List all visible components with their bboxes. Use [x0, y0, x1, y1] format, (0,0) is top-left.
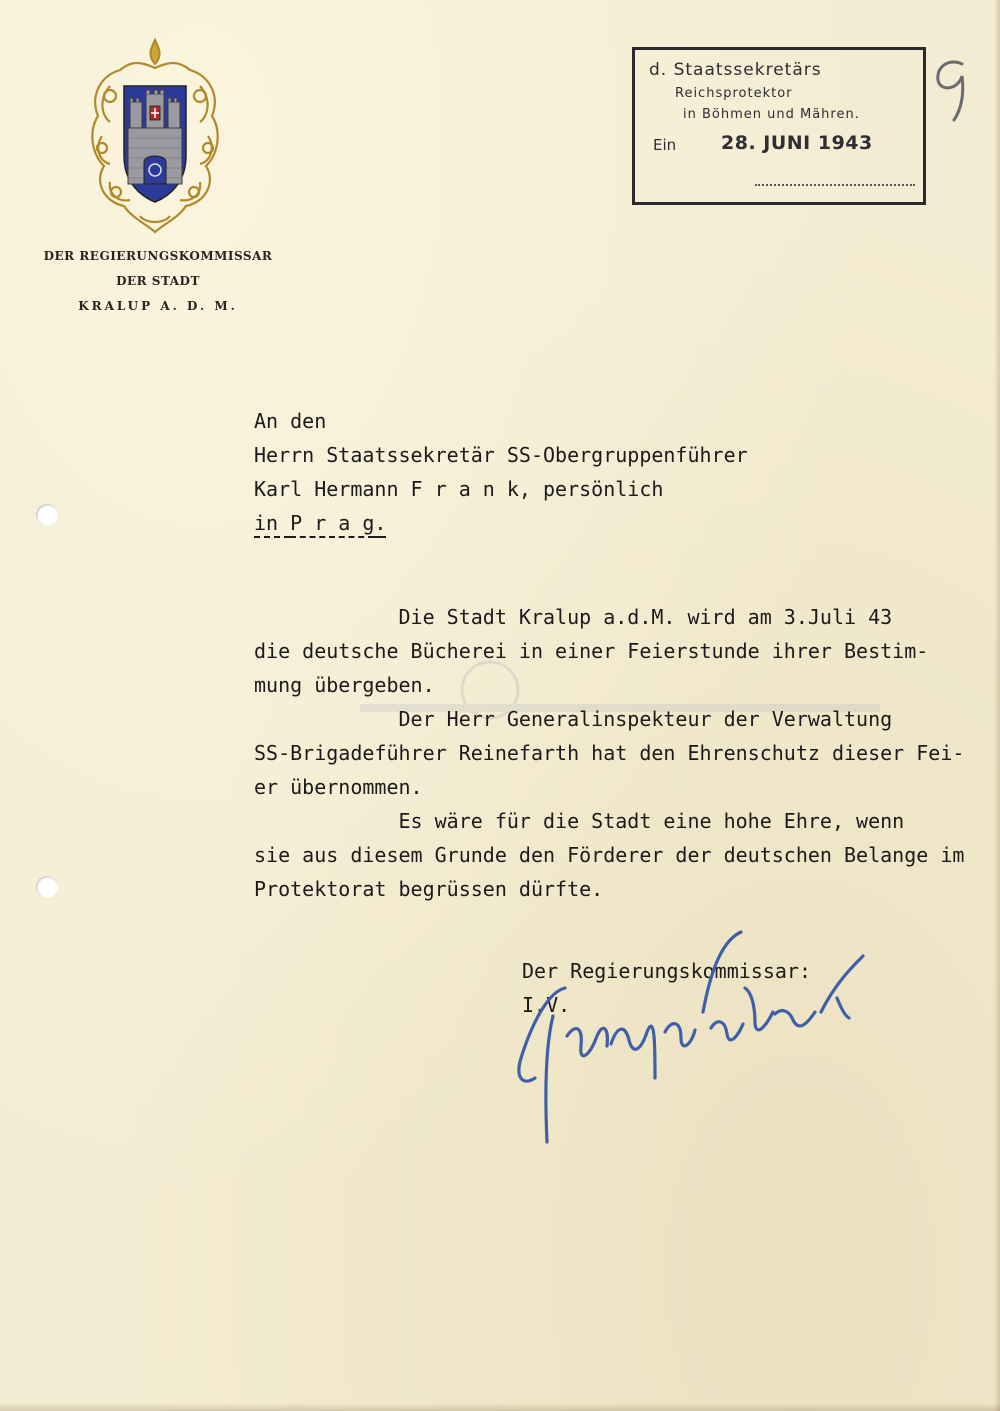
- stamp-line-3: in Böhmen und Mähren.: [683, 107, 860, 122]
- address-place: P r a g: [290, 511, 375, 535]
- address-line-4: [254, 506, 748, 540]
- closing-title: Der Regierungskommissar:: [522, 959, 811, 983]
- letterhead-line-1: DER REGIERUNGSKOMMISSAR: [43, 249, 273, 263]
- stamp-line-2: Reichsprotektor: [675, 86, 793, 101]
- letterhead-line-3: KRALUP A. D. M.: [78, 299, 238, 313]
- stamp-line-1: d. Staatssekretärs: [649, 60, 822, 80]
- punch-hole-icon: [36, 876, 58, 898]
- letterhead: [40, 244, 276, 319]
- address-block: [254, 404, 748, 540]
- body-line: Die Stadt Kralup a.d.M. wird am 3.Juli 43: [254, 605, 893, 629]
- handwritten-signature-icon: [505, 928, 875, 1148]
- page-edge-shadow: [994, 0, 1000, 1411]
- received-stamp: [632, 47, 926, 205]
- pencil-number-mark: [928, 56, 972, 126]
- body-line: Es wäre für die Stadt eine hohe Ehre, wenn: [254, 809, 905, 833]
- body-line: Der Herr Generalinspekteur der Verwaltung: [254, 707, 893, 731]
- stamp-date: 28. JUNI 1943: [721, 132, 873, 154]
- address-period: .: [374, 511, 387, 535]
- address-line-1: An den: [254, 409, 327, 433]
- letter-body: [254, 600, 964, 906]
- address-line-3: Karl Hermann F r a n k, persönlich: [254, 477, 664, 501]
- body-line: mung übergeben.: [254, 673, 435, 697]
- letterhead-line-2: DER STADT: [116, 274, 200, 288]
- body-line: er übernommen.: [254, 775, 423, 799]
- stamp-received-label: Ein: [653, 136, 677, 154]
- body-line: Protektorat begrüssen dürfte.: [254, 877, 604, 901]
- closing-iv: I.V.: [522, 993, 571, 1017]
- body-line: sie aus diesem Grunde den Förderer der deutschen Belange im: [254, 843, 965, 867]
- stamp-dotted-line: [755, 184, 915, 186]
- city-coat-of-arms-icon: [80, 36, 230, 236]
- address-line-2: Herrn Staatssekretär SS-Obergruppenführer: [254, 443, 748, 467]
- address-in: in: [254, 511, 291, 535]
- body-line: SS-Brigadeführer Reinefarth hat den Ehrenschutz dieser Fei-: [254, 741, 965, 765]
- punch-hole-icon: [36, 504, 58, 526]
- page-edge-shadow-bottom: [0, 1403, 1000, 1411]
- body-line: die deutsche Bücherei in einer Feierstunde ihrer Bestim-: [254, 639, 929, 663]
